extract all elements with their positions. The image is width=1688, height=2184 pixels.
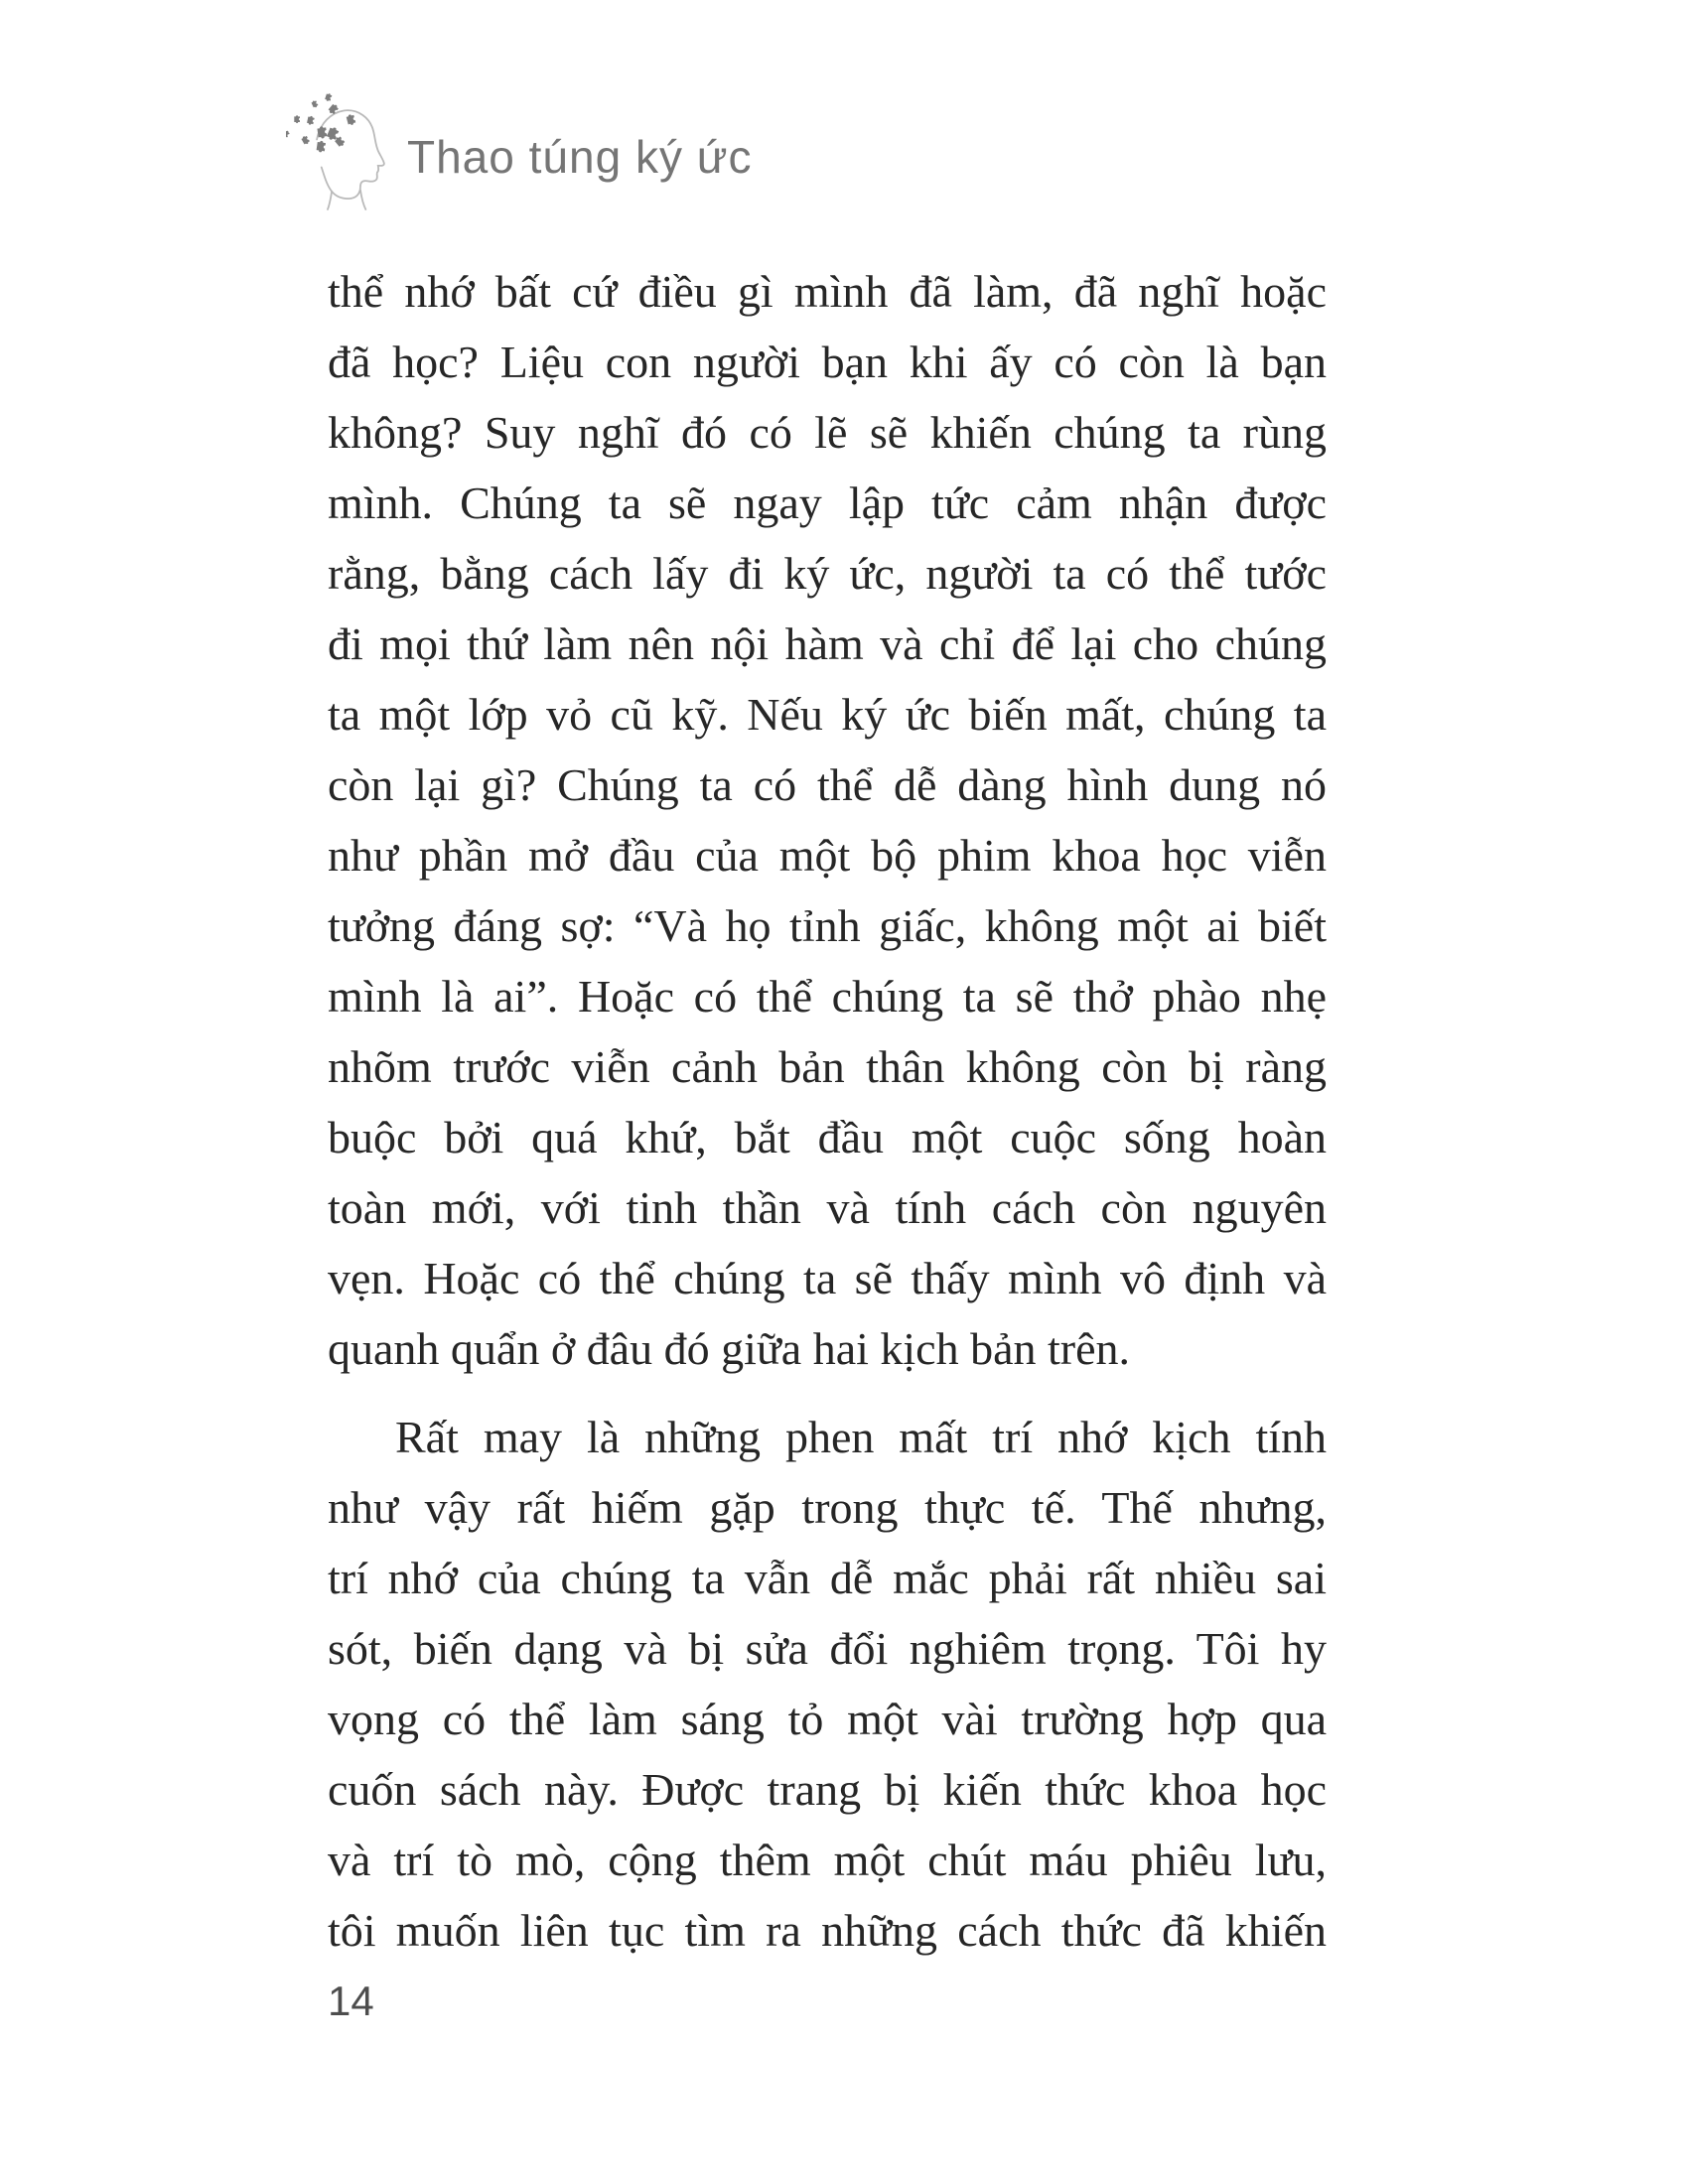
- text-line: buộc bởi quá khứ, bắt đầu một cuộc sống hoàn: [328, 1112, 1327, 1162]
- body-text: [328, 256, 1327, 1966]
- text-line: Rất may là những phen mất trí nhớ kịch tính: [395, 1412, 1327, 1462]
- text-line: và trí tò mò, cộng thêm một chút máu phiêu lưu,: [328, 1835, 1327, 1885]
- text-line: trí nhớ của chúng ta vẫn dễ mắc phải rất nhiều sai: [328, 1553, 1327, 1603]
- paragraph-1: [328, 256, 1327, 1384]
- text-line: như vậy rất hiếm gặp trong thực tế. Thế nhưng,: [328, 1482, 1327, 1533]
- puzzle-pieces: [286, 92, 356, 152]
- text-line: quanh quẩn ở đâu đó giữa hai kịch bản trên.: [328, 1323, 1131, 1374]
- text-line: vọng có thể làm sáng tỏ một vài trường hợp qua: [328, 1694, 1327, 1744]
- text-line: như phần mở đầu của một bộ phim khoa học viễn: [328, 830, 1327, 881]
- running-head-book-title: Thao túng ký ức: [407, 131, 753, 183]
- text-line: thể nhớ bất cứ điều gì mình đã làm, đã nghĩ hoặc: [328, 266, 1327, 317]
- text-line: mình. Chúng ta sẽ ngay lập tức cảm nhận được: [328, 478, 1327, 528]
- text-line: sót, biến dạng và bị sửa đổi nghiêm trọng. Tôi hy: [328, 1623, 1327, 1674]
- text-line: vẹn. Hoặc có thể chúng ta sẽ thấy mình vô định và: [328, 1253, 1327, 1303]
- text-line: ta một lớp vỏ cũ kỹ. Nếu ký ức biến mất, chúng ta: [328, 689, 1327, 740]
- paragraph-2: [328, 1402, 1327, 1966]
- text-line: tưởng đáng sợ: “Và họ tỉnh giấc, không một ai biết: [328, 900, 1327, 951]
- text-line: tôi muốn liên tục tìm ra những cách thức đã khiến: [328, 1905, 1327, 1956]
- text-line: rằng, bằng cách lấy đi ký ức, người ta có thể tước: [328, 548, 1327, 599]
- text-line: còn lại gì? Chúng ta có thể dễ dàng hình dung nó: [328, 759, 1327, 810]
- text-line: không? Suy nghĩ đó có lẽ sẽ khiến chúng ta rùng: [328, 407, 1327, 458]
- text-line: mình là ai”. Hoặc có thể chúng ta sẽ thở phào nhẹ: [328, 971, 1327, 1022]
- text-line: toàn mới, với tinh thần và tính cách còn nguyên: [328, 1182, 1327, 1233]
- text-line: đã học? Liệu con người bạn khi ấy có còn là bạn: [328, 337, 1327, 387]
- text-line: đi mọi thứ làm nên nội hàm và chỉ để lại cho chúng: [328, 618, 1327, 669]
- page-number: 14: [328, 1978, 374, 2024]
- text-line: nhõm trước viễn cảnh bản thân không còn bị ràng: [328, 1041, 1327, 1092]
- head-puzzle-icon: [286, 91, 399, 216]
- text-line: cuốn sách này. Được trang bị kiến thức khoa học: [328, 1764, 1327, 1815]
